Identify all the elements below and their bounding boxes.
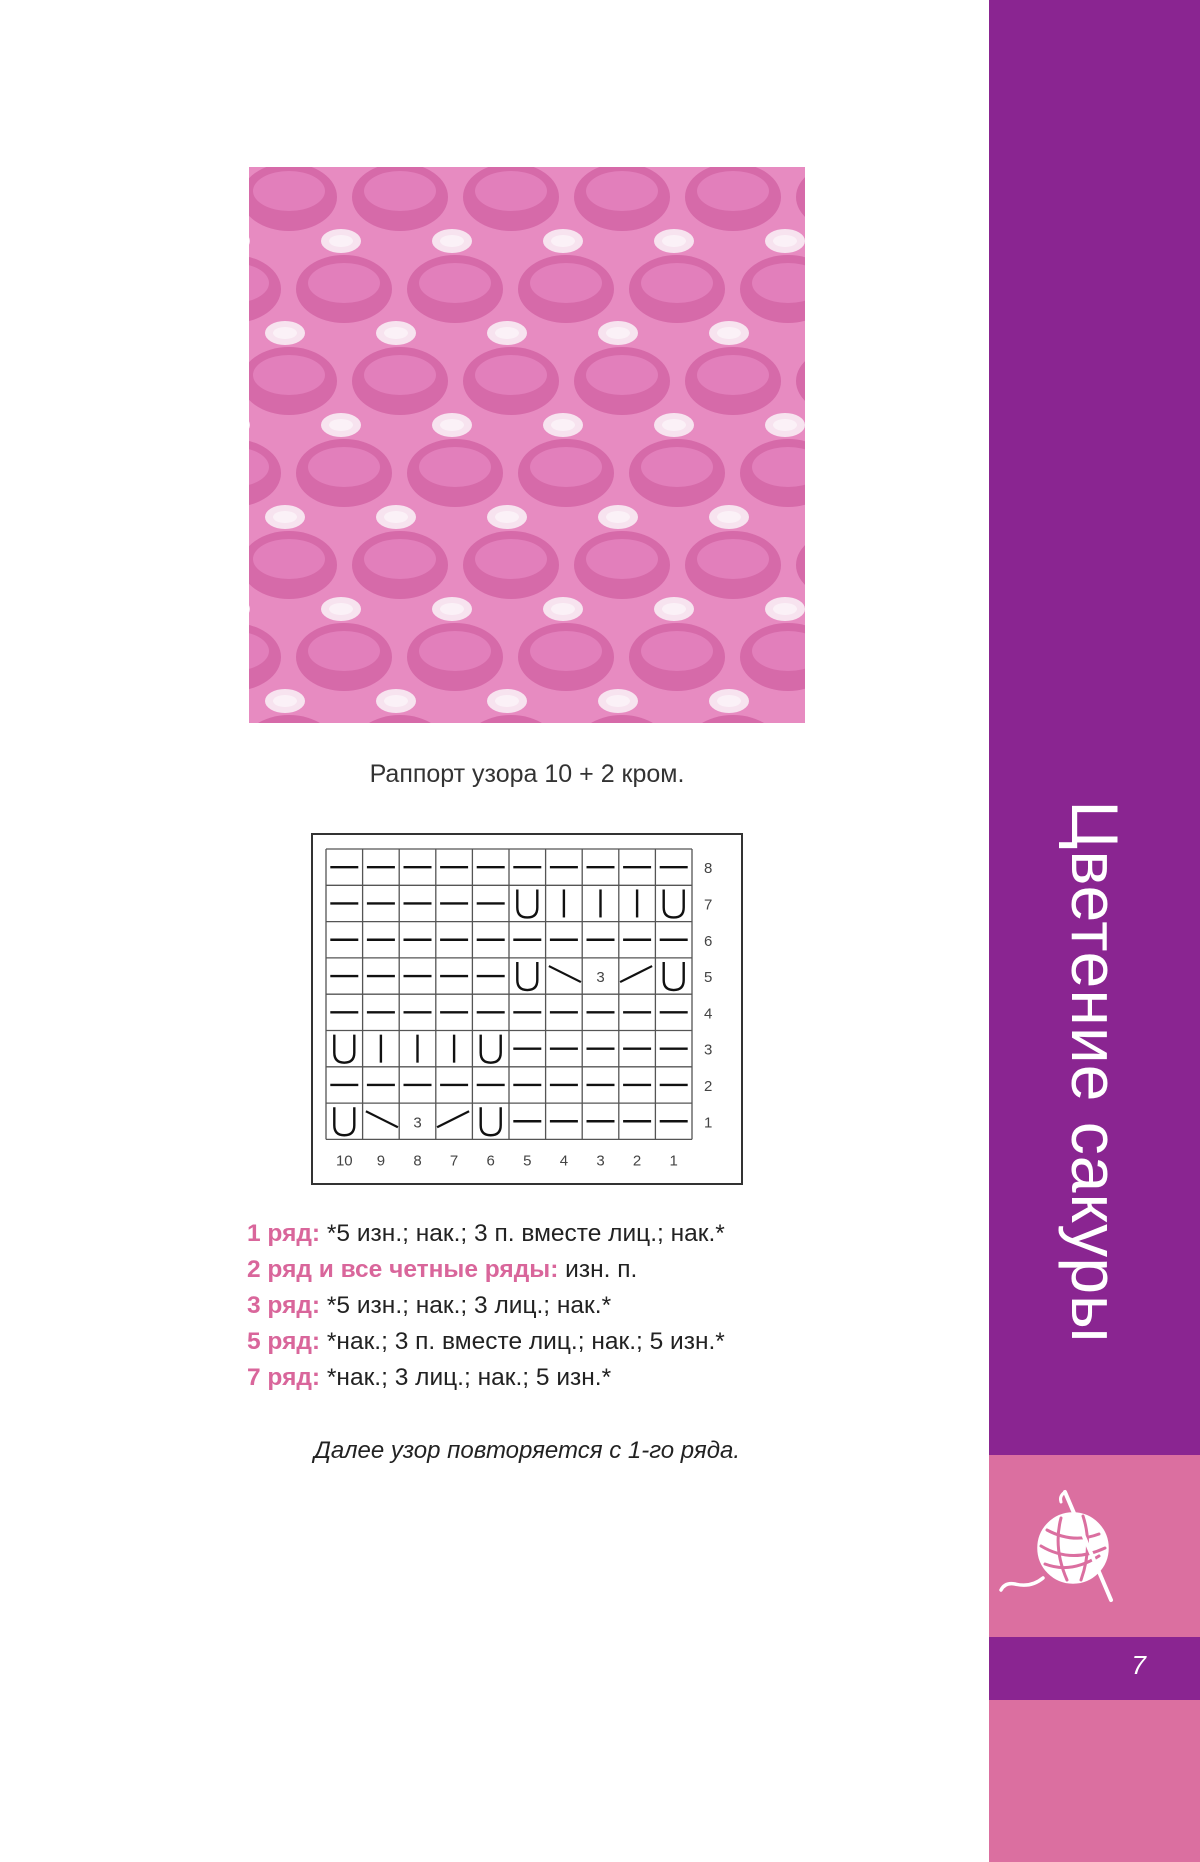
- instruction-row-5: 5 ряд: *нак.; 3 п. вместе лиц.; нак.; 5 изн.*: [247, 1328, 725, 1355]
- row-number: 4: [704, 1005, 713, 1023]
- column-number: 3: [596, 1152, 605, 1170]
- column-number: 6: [486, 1152, 495, 1170]
- stitch-symbol: [620, 966, 652, 982]
- stitch-symbol: [366, 1111, 398, 1127]
- row-number: 5: [704, 969, 713, 987]
- pattern-caption: Раппорт узора 10 + 2 кром.: [369, 760, 685, 788]
- stitch-symbol: [517, 889, 537, 917]
- row-number: 6: [704, 932, 713, 950]
- instruction-row-3: 3 ряд: *5 изн.; нак.; 3 лиц.; нак.*: [247, 1292, 612, 1319]
- stitch-symbol: [664, 889, 684, 917]
- column-number: 8: [413, 1152, 422, 1170]
- stitch-symbol: [334, 1107, 354, 1135]
- column-number: 2: [632, 1152, 642, 1170]
- stitch-symbol: [334, 1035, 354, 1063]
- instruction-row-even: 2 ряд и все четные ряды: изн. п.: [247, 1256, 638, 1283]
- yarn-ball-crochet-hook-icon: [999, 1478, 1129, 1608]
- row-number: 7: [704, 896, 713, 914]
- knitting-chart: [311, 833, 743, 1185]
- stitch-symbol: [413, 1114, 421, 1131]
- instruction-row-7: 7 ряд: *нак.; 3 лиц.; нак.; 5 изн.*: [247, 1364, 612, 1391]
- column-number: 10: [335, 1152, 353, 1170]
- column-number: 4: [559, 1152, 569, 1170]
- stitch-symbol: [481, 1107, 501, 1135]
- row-number: 8: [704, 860, 713, 878]
- column-number: 7: [449, 1152, 459, 1170]
- row-number: 2: [704, 1077, 713, 1095]
- knitted-sample-photo: [249, 167, 805, 723]
- stitch-symbol: [549, 966, 581, 982]
- svg-text:3: 3: [413, 1114, 422, 1132]
- stitch-symbol: [517, 962, 537, 990]
- row-instructions: [247, 1216, 725, 1396]
- stitch-symbol: [437, 1111, 469, 1127]
- column-number: 5: [523, 1152, 532, 1170]
- pattern-title: Цветение сакуры: [1058, 800, 1132, 1344]
- stitch-symbol: [664, 962, 684, 990]
- knit-texture: [249, 167, 805, 723]
- chart-grid: [313, 835, 745, 1187]
- instruction-row-1: 1 ряд: *5 изн.; нак.; 3 п. вместе лиц.; нак.*: [247, 1220, 725, 1247]
- page-number: 7: [1131, 1650, 1146, 1680]
- sidebar-bottom-band: [989, 1700, 1200, 1862]
- svg-text:3: 3: [596, 969, 605, 987]
- stitch-symbol: [596, 969, 604, 986]
- stitch-symbol: [481, 1035, 501, 1063]
- column-number: 1: [669, 1152, 678, 1170]
- row-number: 1: [704, 1114, 713, 1132]
- row-number: 3: [704, 1041, 713, 1059]
- sidebar: [989, 0, 1200, 1862]
- column-number: 9: [376, 1152, 386, 1170]
- repeat-note: Далее узор повторяется с 1-го ряда.: [314, 1437, 740, 1464]
